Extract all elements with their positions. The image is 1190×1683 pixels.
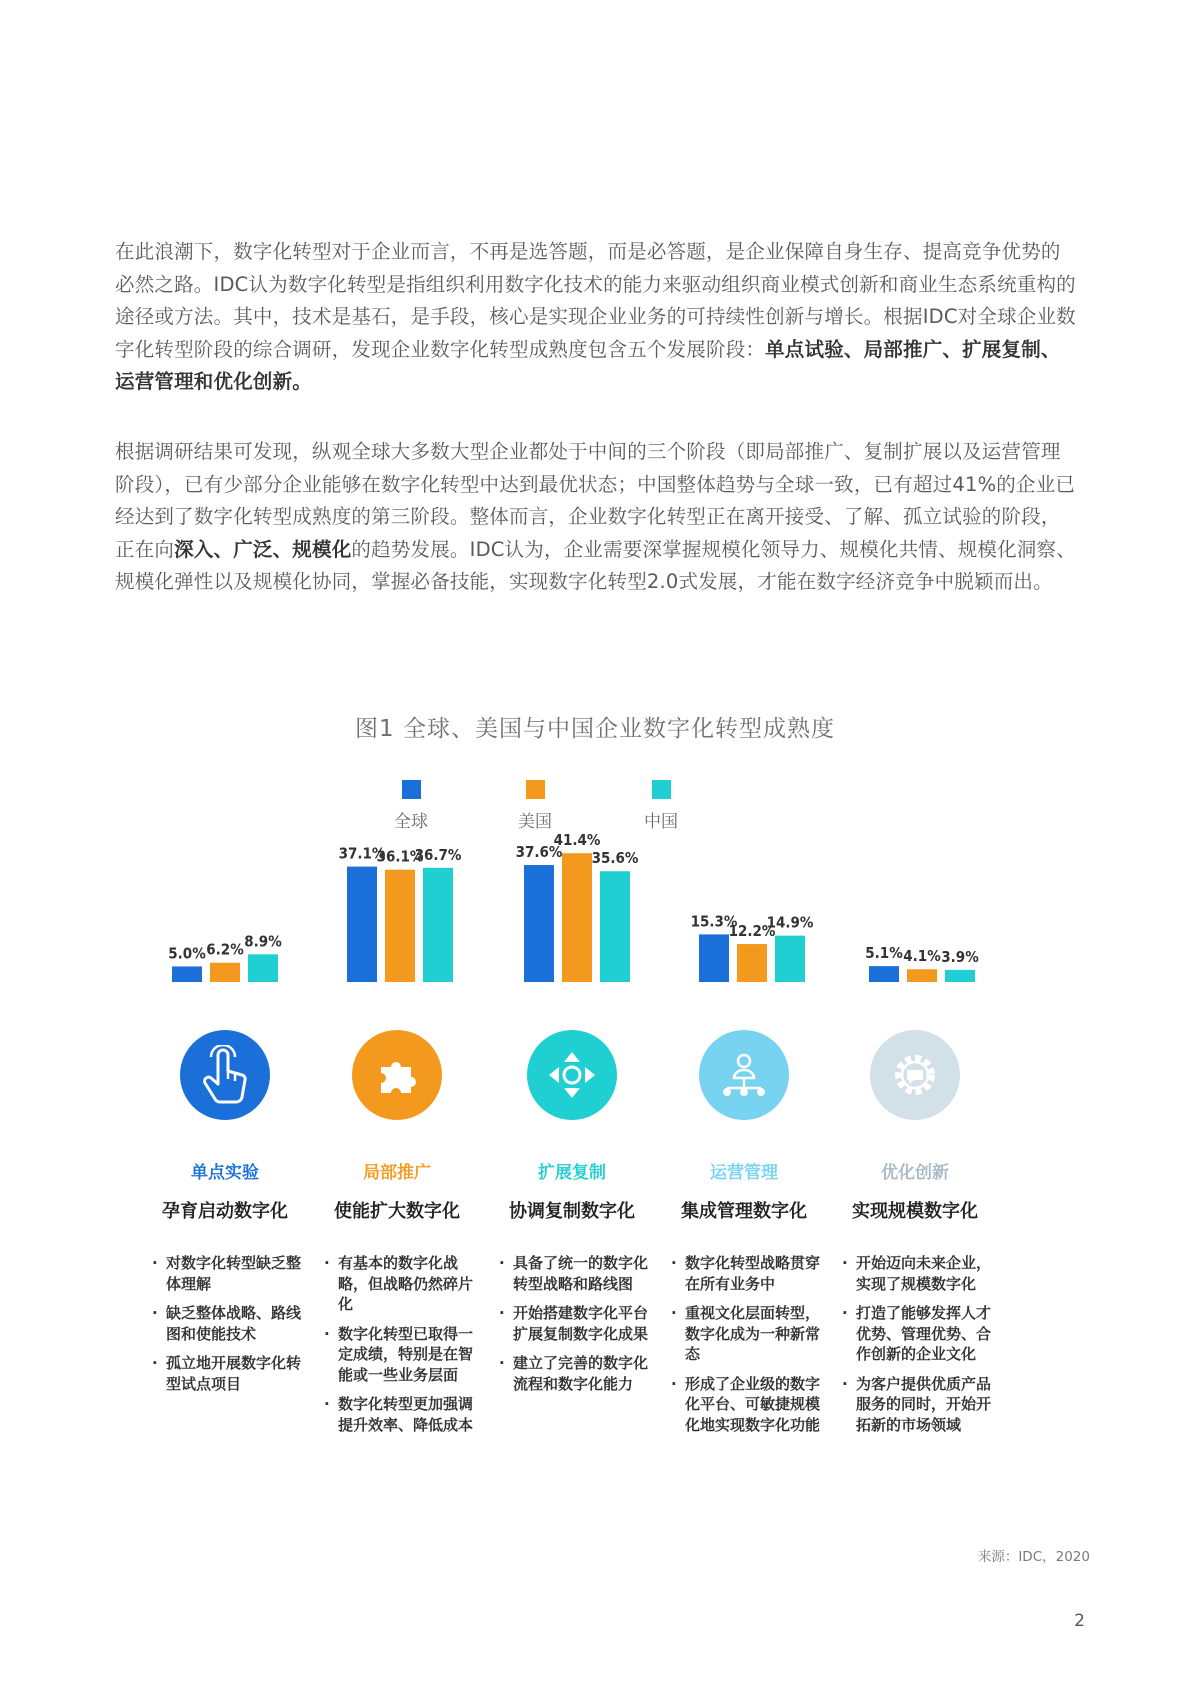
bar-label-china-2: 36.7% [414,845,462,864]
stage-bullet: · 打造了能够发挥人才优势、管理优势、合作创新的企业文化 [842,1303,991,1365]
intro-paragraph-stages: 单点试验、局部推广、扩展复制、运营管理和优化创新。 [115,337,1061,393]
stage-column-2 [302,1030,492,1444]
legend-label-us: 美国 [518,812,552,832]
bar-label-global-5: 5.1% [865,944,903,963]
gear-chat-icon [870,1030,960,1120]
stage-bullet: · 开始迈向未来企业，实现了规模数字化 [842,1253,991,1294]
bar-label-china-1: 8.9% [244,932,282,951]
stage-name: 优化创新 [881,1163,949,1183]
stage-bullet: · 对数字化转型缺乏整体理解 [152,1253,301,1294]
stage-column-4 [649,1030,839,1444]
stage-subtitle: 集成管理数字化 [681,1201,807,1222]
stage-name: 单点实验 [191,1163,259,1183]
bar-china-3 [600,871,630,982]
legend-global [361,780,461,832]
bar-label-china-3: 35.6% [591,849,639,868]
stage-bullet: · 数字化转型战略贯穿在所有业务中 [671,1253,820,1294]
stage-bullet: · 重视文化层面转型，数字化成为一种新常态 [671,1303,820,1365]
stage-column-3 [477,1030,667,1403]
puzzle-icon [352,1030,442,1120]
bar-us-1 [210,963,240,982]
bar-global-2 [347,867,377,982]
page-number: 2 [1074,1611,1085,1631]
stage-bullet: · 孤立地开展数字化转型试点项目 [152,1353,301,1394]
bar-global-4 [699,934,729,982]
stage-name: 局部推广 [363,1163,431,1183]
bar-label-us-1: 6.2% [206,940,244,959]
legend-swatch-china [652,780,671,799]
bar-china-2 [423,868,453,982]
bar-label-china-4: 14.9% [766,913,814,932]
stage-subtitle: 协调复制数字化 [509,1201,635,1222]
stage-bullet-list [820,1253,1010,1435]
findings-paragraph [115,436,1078,599]
network-user-icon [699,1030,789,1120]
bar-global-1 [172,966,202,982]
findings-paragraph-text-b: 的趋势发展。IDC认为，企业需要深掌握规模化领导力、规模化共情、规模化洞察、规模化弹性以及规模化协同，掌握必备技能，实现数字化转型2.0式发展，才能在数字经济竞争中脱颖而出。 [115,537,1076,593]
legend-us [485,780,585,832]
bar-china-5 [945,970,975,982]
bar-us-3 [562,853,592,982]
legend-swatch-global [402,780,421,799]
bar-label-global-4: 15.3% [690,912,738,931]
bar-label-global-1: 5.0% [168,944,206,963]
bar-china-4 [775,936,805,982]
bar-label-global-2: 37.1% [338,844,386,863]
stage-subtitle: 孕育启动数字化 [162,1201,288,1222]
hand-pointer-icon [180,1030,270,1120]
stage-bullet: · 有基本的数字化战略，但战略仍然碎片化 [324,1253,473,1315]
figure-title: 图1 全球、美国与中国企业数字化转型成熟度 [355,716,835,742]
bar-global-5 [869,966,899,982]
intro-paragraph-text: 在此浪潮下，数字化转型对于企业而言，不再是选答题，而是必答题，是企业保障自身生存、提高竞争优势的必然之路。IDC认为数字化转型是指组织利用数字化技术的能力来驱动组织商业模式创新和商业生态系统重构的途径或方法。其中，技术是基石，是手段，核心是实现企业业务的可持续性创新与增长。根据IDC对全球企业数字化转型阶段的综合调研，发现企业数字化转型成熟度包含五个发展阶段： [115,240,1076,361]
stage-bullet: · 为客户提供优质产品服务的同时，开始开拓新的市场领域 [842,1374,991,1436]
expand-arrows-icon [527,1030,617,1120]
stage-bullet-list [130,1253,320,1394]
stage-name: 扩展复制 [538,1163,606,1183]
stage-name: 运营管理 [710,1163,778,1183]
bar-label-china-5: 3.9% [941,947,979,966]
bar-us-2 [385,870,415,982]
bar-us-5 [907,969,937,982]
stage-subtitle: 实现规模数字化 [852,1201,978,1222]
legend-swatch-us [526,780,545,799]
legend-label-global: 全球 [394,812,428,832]
stage-bullet-list [302,1253,492,1435]
legend-label-china: 中国 [644,812,678,832]
bar-global-3 [524,865,554,982]
stage-column-5 [820,1030,1010,1444]
bar-label-us-5: 4.1% [903,947,941,966]
bar-label-us-2: 36.1% [376,847,424,866]
legend-china [611,780,711,832]
findings-paragraph-text-a: 根据调研结果可发现，纵观全球大多数大型企业都处于中间的三个阶段（即局部推广、复制扩展以及运营管理阶段），已有少部分企业能够在数字化转型中达到最优状态；中国整体趋势与全球一致，已有超过41%的企业已经达到了数字化转型成熟度的第三阶段。整体而言，企业数字化转型正在离开接受、了解、孤立试验的阶段，正在向 [115,440,1076,561]
stage-subtitle: 使能扩大数字化 [334,1201,460,1222]
bar-us-4 [737,944,767,982]
bar-label-us-3: 41.4% [553,831,601,850]
stage-column-1 [130,1030,320,1403]
bar-label-us-4: 12.2% [728,922,776,941]
stage-bullet: · 数字化转型更加强调提升效率、降低成本 [324,1394,473,1435]
stage-bullet: · 具备了统一的数字化转型战略和路线图 [499,1253,648,1294]
intro-paragraph [115,236,1078,399]
stage-bullet: · 缺乏整体战略、路线图和使能技术 [152,1303,301,1344]
stage-bullet: · 形成了企业级的数字化平台、可敏捷规模化地实现数字化功能 [671,1374,820,1436]
bar-label-global-3: 37.6% [515,843,563,862]
stage-bullet: · 建立了完善的数字化流程和数字化能力 [499,1353,648,1394]
stage-bullet-list [649,1253,839,1435]
stage-bullet: · 数字化转型已取得一定成绩，特别是在智能或一些业务层面 [324,1324,473,1386]
stage-bullet-list [477,1253,667,1394]
bar-china-1 [248,954,278,982]
stage-bullet: · 开始搭建数字化平台扩展复制数字化成果 [499,1303,648,1344]
source-note: 来源：IDC，2020 [977,1549,1090,1565]
findings-paragraph-trend: 深入、广泛、规模化 [174,537,352,561]
